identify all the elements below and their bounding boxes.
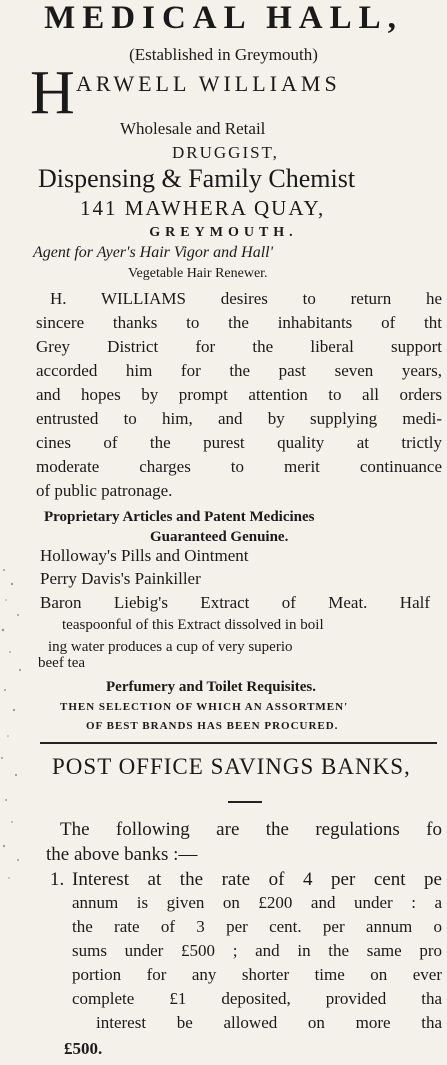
product-liebig-4: beef tea <box>38 655 86 671</box>
agent-line-2: Vegetable Hair Renewer. <box>128 266 268 281</box>
agent-line-1: Agent for Ayer's Hair Vigor and Hall' <box>33 244 274 261</box>
product-holloway: Holloway's Pills and Ointment <box>40 546 249 565</box>
body-line-3: Grey District for the liberal support <box>36 337 442 356</box>
product-liebig-2: teaspoonful of this Extract dissolved in boil <box>62 617 324 633</box>
intro-line-2: the above banks :— <box>46 844 198 865</box>
regulation-line-3: the rate of 3 per cent. per annum o <box>72 917 442 936</box>
proprietor-initial: H <box>30 59 75 127</box>
regulation-line-6: complete £1 deposited, provided tha <box>72 989 442 1008</box>
regulation-line-8: £500. <box>64 1039 103 1058</box>
proprietary-heading: Proprietary Articles and Patent Medicines <box>44 509 315 525</box>
town: GREYMOUTH. <box>149 225 298 240</box>
section-divider <box>40 742 437 744</box>
product-painkiller: Perry Davis's Painkiller <box>40 569 201 588</box>
body-line-2: sincere thanks to the inhabitants of tht <box>36 313 442 332</box>
intro-line-1: The following are the regulations fo <box>60 819 442 840</box>
regulation-line-7: interest be allowed on more tha <box>96 1013 442 1032</box>
regulation-line-4: sums under £500 ; and in the same pro <box>72 941 442 960</box>
medical-hall-title: MEDICAL HALL, <box>44 0 403 36</box>
item-number: 1. <box>50 869 65 890</box>
regulation-line-2: annum is given on £200 and under : a <box>72 893 442 912</box>
address: 141 MAWHERA QUAY, <box>80 196 326 220</box>
body-line-5: and hopes by prompt attention to all orders <box>36 385 442 404</box>
perfumery-line: Perfumery and Toilet Requisites. <box>106 679 316 695</box>
product-liebig-3: ing water produces a cup of very superio <box>48 639 293 655</box>
body-line-7: cines of the purest quality at trictly <box>36 433 442 452</box>
established-line: (Established in Greymouth) <box>129 45 318 64</box>
body-line-8: moderate charges to merit continuance <box>36 457 442 476</box>
product-liebig: Baron Liebig's Extract of Meat. Half <box>40 593 430 612</box>
selection-line-1: THEN SELECTION OF WHICH AN ASSORTMEN' <box>60 701 349 713</box>
title-underline <box>228 801 262 803</box>
savings-banks-title: POST OFFICE SAVINGS BANKS, <box>52 754 411 779</box>
print-damage-speckle <box>0 560 26 890</box>
proprietor-name: ARWELL WILLIAMS <box>76 71 341 96</box>
trade-wholesale: Wholesale and Retail <box>120 119 266 138</box>
body-line-4: accorded him for the past seven years, <box>36 361 442 380</box>
body-line-6: entrusted to him, and by supplying medi- <box>36 409 442 428</box>
selection-line-2: OF BEST BRANDS HAS BEEN PROCURED. <box>86 720 339 732</box>
body-line-9: of public patronage. <box>36 481 173 500</box>
regulation-line-5: portion for any shorter time on ever <box>72 965 442 984</box>
trade-chemist: Dispensing & Family Chemist <box>38 164 356 193</box>
body-line-1: H. WILLIAMS desires to return he <box>50 289 442 308</box>
regulation-line-1: Interest at the rate of 4 per cent pe <box>72 869 442 890</box>
guaranteed-line: Guaranteed Genuine. <box>150 529 289 545</box>
trade-druggist: DRUGGIST, <box>172 143 279 162</box>
